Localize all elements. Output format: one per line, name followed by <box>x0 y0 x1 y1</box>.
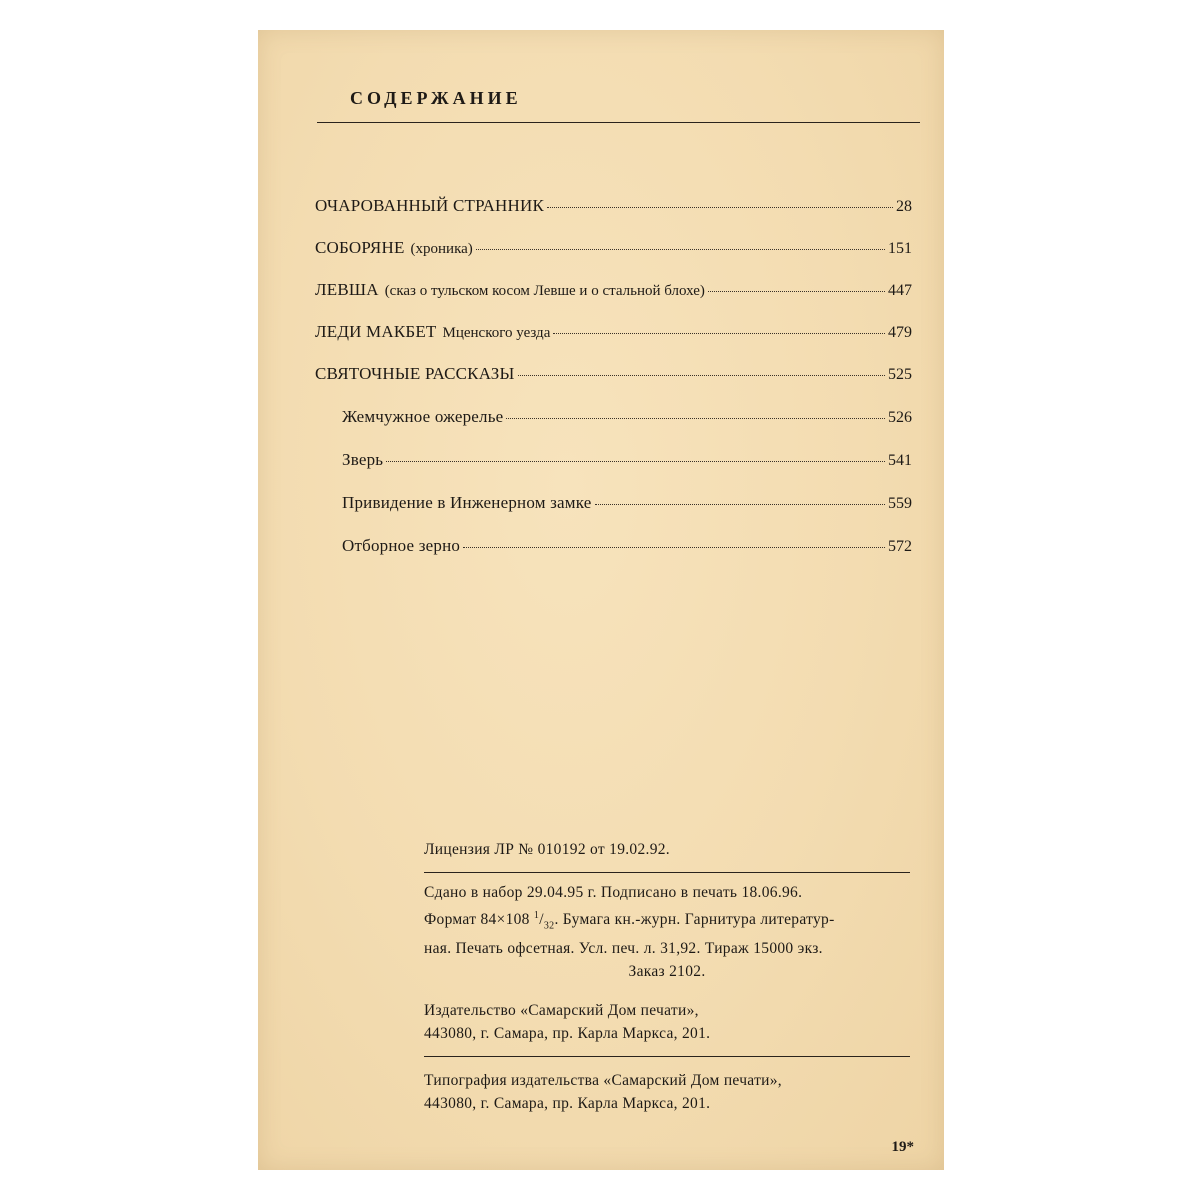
printer-name: Типография издательства «Самарский Дом печати», <box>424 1072 782 1089</box>
dot-leader <box>708 291 885 292</box>
format-prefix: Формат 84×108 <box>424 911 530 929</box>
print-dates: Сдано в набор 29.04.95 г. Подписано в печать 18.06.96. <box>424 884 803 901</box>
toc-entry-page: 479 <box>888 324 912 341</box>
book-page <box>258 30 944 1170</box>
publisher-address: 443080, г. Самара, пр. Карла Маркса, 201. <box>424 1025 711 1042</box>
toc-entry-page: 526 <box>888 409 912 426</box>
printer-address: 443080, г. Самара, пр. Карла Маркса, 201. <box>424 1095 711 1112</box>
toc-entry-title: СОБОРЯНЕ <box>315 238 405 257</box>
license-text: Лицензия ЛР № 010192 от 19.02.92. <box>424 841 670 858</box>
toc-entry <box>315 322 912 346</box>
toc-entry-page: 28 <box>896 198 912 215</box>
toc-entry <box>315 196 912 220</box>
toc-entry <box>315 364 912 388</box>
toc-entry-title: Жемчужное ожерелье <box>342 407 504 426</box>
toc-entry-note: (сказ о тульском косом Левше и о стальной блохе) <box>384 283 705 299</box>
toc-subentry <box>342 450 912 474</box>
dot-leader <box>506 418 885 419</box>
format-denominator: 32 <box>543 920 555 932</box>
toc-entry-title: Отборное зерно <box>342 536 461 555</box>
toc-entry-page: 572 <box>888 538 912 555</box>
publisher-block <box>424 999 910 1045</box>
toc-entry-title: Зверь <box>342 450 384 469</box>
signature-mark: 19* <box>891 1139 914 1155</box>
print-details <box>424 881 910 983</box>
toc-entry-note: Мценского уезда <box>442 325 551 341</box>
publisher-name: Издательство «Самарский Дом печати», <box>424 1002 699 1019</box>
toc-subentry <box>342 536 912 560</box>
toc-entry-title: ЛЕДИ МАКБЕТ <box>315 322 437 341</box>
dot-leader <box>518 375 886 376</box>
license-line <box>424 838 910 861</box>
divider <box>424 872 910 873</box>
page-title: СОДЕРЖАНИЕ <box>350 88 522 108</box>
toc-entry-page: 541 <box>888 452 912 469</box>
dot-leader <box>463 547 885 548</box>
toc-entry <box>315 238 912 262</box>
toc-entry-note: (хроника) <box>410 241 473 257</box>
dot-leader <box>547 207 893 208</box>
toc-entry-title: Привидение в Инженерном замке <box>342 493 592 512</box>
toc-entry-title: ОЧАРОВАННЫЙ СТРАННИК <box>315 196 545 215</box>
print-specs: ная. Печать офсетная. Усл. печ. л. 31,92. Тираж 15000 экз. <box>424 940 823 958</box>
title-rule <box>317 122 920 123</box>
dot-leader <box>595 504 885 505</box>
dot-leader <box>476 249 885 250</box>
dot-leader <box>553 333 885 334</box>
divider <box>424 1056 910 1057</box>
toc-entry-title: ЛЕВША <box>315 280 379 299</box>
toc-entry-title: СВЯТОЧНЫЕ РАССКАЗЫ <box>315 364 515 383</box>
format-rest: . Бумага кн.-журн. Гарнитура литератур- <box>554 911 835 929</box>
toc-entry-page: 559 <box>888 495 912 512</box>
toc-entry-page: 525 <box>888 366 912 383</box>
toc-entry-page: 447 <box>888 282 912 299</box>
printer-block <box>424 1069 910 1115</box>
toc-subentry <box>342 493 912 517</box>
toc-subentry <box>342 407 912 431</box>
toc-entry <box>315 280 912 304</box>
dot-leader <box>386 461 885 462</box>
format-line: Формат 84×108 $^1/_{32}$. Бумага кн.-журн. Гарнитура литератур- <box>424 910 835 932</box>
format-numerator: 1 <box>533 910 540 921</box>
toc-entry-page: 151 <box>888 240 912 257</box>
order-number: Заказ 2102. <box>628 963 706 981</box>
